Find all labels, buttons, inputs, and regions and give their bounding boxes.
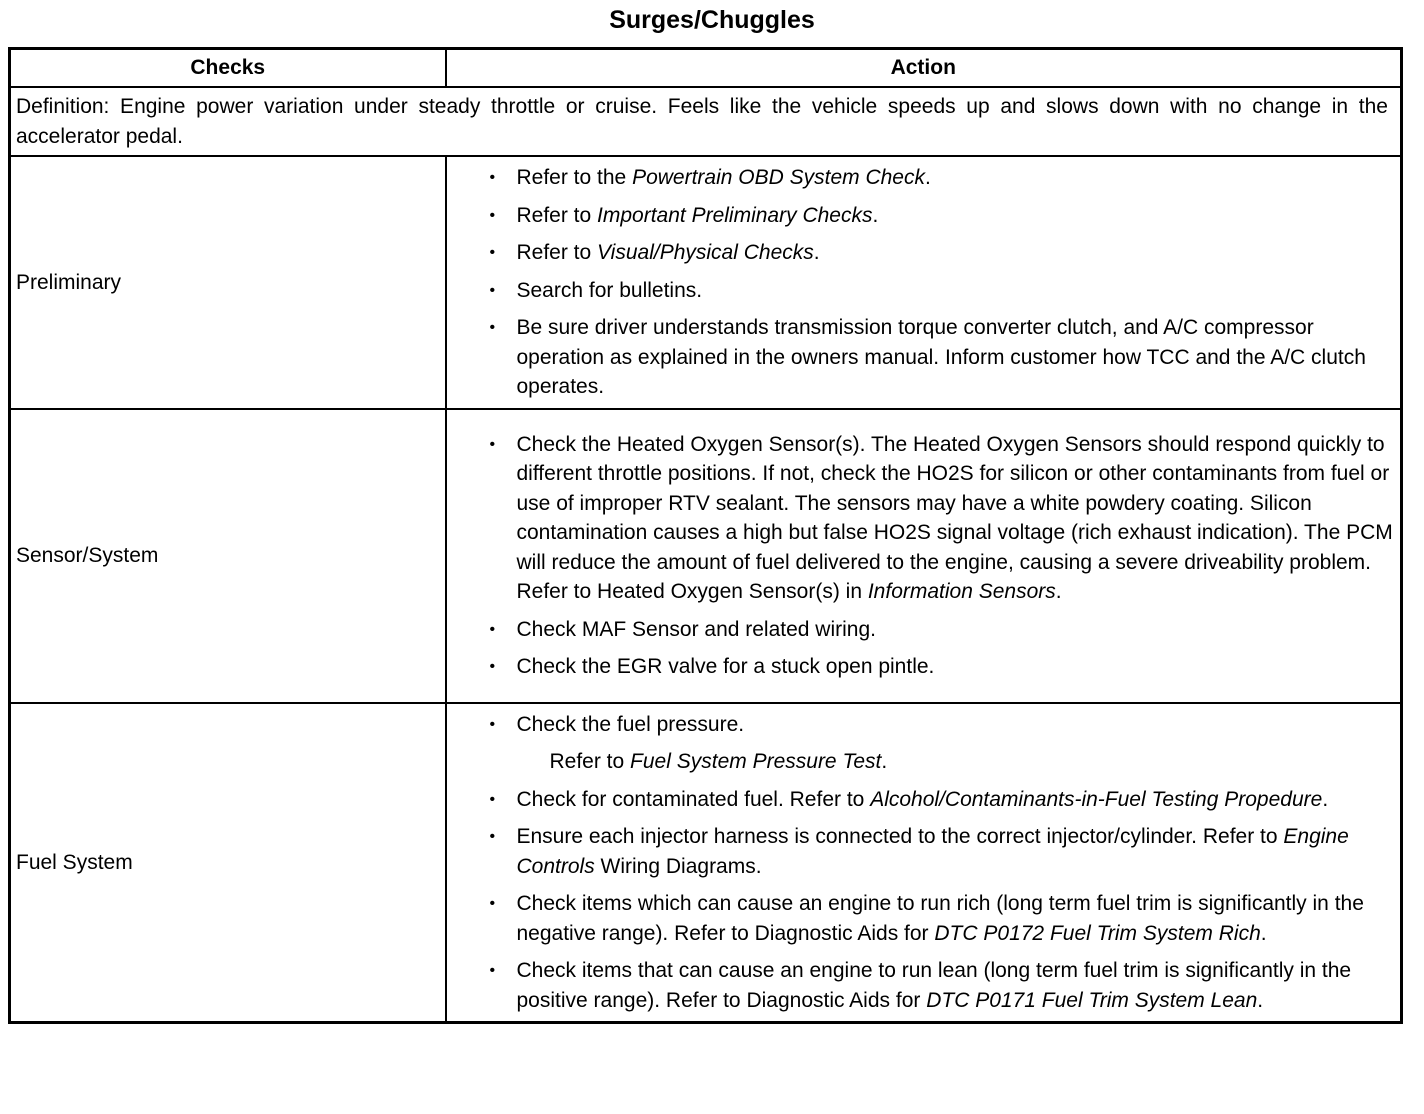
reference-title: DTC P0172 Fuel Trim System Rich bbox=[934, 921, 1261, 945]
definition-row bbox=[10, 87, 1402, 156]
table-row bbox=[10, 156, 1402, 409]
list-item bbox=[487, 430, 1395, 607]
item-text: . bbox=[925, 166, 931, 189]
list-item bbox=[487, 238, 1395, 268]
list-item bbox=[487, 956, 1395, 1015]
list-item bbox=[487, 615, 1395, 645]
item-text: Search for bulletins. bbox=[516, 278, 703, 302]
list-item bbox=[487, 201, 1395, 231]
list-item bbox=[487, 652, 1395, 682]
action-cell bbox=[446, 409, 1402, 703]
item-text: . bbox=[813, 241, 820, 264]
check-name: Sensor/System bbox=[10, 409, 446, 703]
item-text: Check the Heated Oxygen Sensor(s). The Heated Oxygen Sensors should respond quickly to different throttle positions. If not, check the HO2S for silicon or other contaminants from fuel or use of improper RTV sealant. The sensors may have a white powdery coating. Silicon contamination causes a high but false HO2S signal voltage (rich exhaust indication). The PCM will reduce the amount of fuel delivered to the engine, causing a severe driveability problem. Refer to Heated Oxygen Sensor(s) in bbox=[516, 432, 1393, 603]
check-name: Preliminary bbox=[10, 156, 446, 409]
item-text: Ensure each injector harness is connected to the correct injector/cylinder. Refer to bbox=[516, 825, 1284, 848]
item-text: Check the EGR valve for a stuck open pintle. bbox=[516, 655, 935, 678]
table-row bbox=[10, 703, 1402, 1023]
action-column-header: Action bbox=[446, 49, 1402, 88]
list-item bbox=[487, 710, 1395, 777]
reference-title: Information Sensors bbox=[867, 580, 1056, 603]
item-text: Check items which can cause an engine to run rich (long term fuel trim is significantly in the negative range). Refer to Diagnostic Aids for bbox=[516, 892, 1364, 945]
reference-title: Fuel System Pressure Test bbox=[630, 750, 882, 773]
list-item bbox=[487, 313, 1395, 402]
item-text: Refer to the bbox=[516, 166, 633, 189]
item-text: Refer to bbox=[516, 203, 598, 227]
action-cell bbox=[446, 703, 1402, 1023]
item-text: . bbox=[1257, 988, 1264, 1012]
item-text: . bbox=[1055, 580, 1062, 603]
reference-title: Powertrain OBD System Check bbox=[632, 166, 925, 189]
action-list bbox=[487, 430, 1395, 682]
item-text: Refer to bbox=[549, 750, 631, 773]
list-item bbox=[487, 822, 1395, 881]
table-header-row bbox=[10, 49, 1402, 88]
item-text: Check for contaminated fuel. Refer to bbox=[516, 787, 871, 811]
reference-title: DTC P0171 Fuel Trim System Lean bbox=[926, 988, 1258, 1012]
item-text: Check items that can cause an engine to run lean (long term fuel trim is significantly in the positive range). Refer to Diagnostic Aids for bbox=[516, 959, 1352, 1012]
reference-title: Engine Controls bbox=[516, 825, 1349, 878]
item-text: Check MAF Sensor and related wiring. bbox=[516, 617, 876, 641]
reference-title: Alcohol/Contaminants-in-Fuel Testing Propedure bbox=[870, 787, 1323, 811]
item-text: Wiring Diagrams. bbox=[594, 854, 762, 878]
action-list bbox=[487, 710, 1395, 1016]
list-item bbox=[487, 163, 1395, 193]
action-cell bbox=[446, 156, 1402, 409]
diagnosis-table bbox=[8, 47, 1403, 1024]
list-item bbox=[487, 785, 1395, 815]
list-item bbox=[487, 276, 1395, 306]
checks-column-header: Checks bbox=[10, 49, 446, 88]
sub-reference bbox=[517, 747, 1395, 777]
item-text: Be sure driver understands transmission torque converter clutch, and A/C compressor operation as explained in the owners manual. Inform customer how TCC and the A/C clutch operates. bbox=[516, 316, 1366, 398]
check-name: Fuel System bbox=[10, 703, 446, 1023]
reference-title: Visual/Physical Checks bbox=[597, 241, 814, 264]
page-title: Surges/Chuggles bbox=[609, 6, 815, 34]
item-text: . bbox=[1260, 921, 1267, 945]
list-item bbox=[487, 889, 1395, 948]
item-text: Check the fuel pressure. bbox=[516, 712, 745, 736]
item-text: . bbox=[872, 203, 879, 227]
item-text: . bbox=[1322, 787, 1329, 811]
item-text: . bbox=[881, 750, 888, 773]
table-row bbox=[10, 409, 1402, 703]
definition-text: Definition: Engine power variation under steady throttle or cruise. Feels like the vehicle speeds up and slows down with no change in the accelerator pedal. bbox=[10, 87, 1402, 156]
action-list bbox=[487, 163, 1395, 402]
reference-title: Important Preliminary Checks bbox=[597, 203, 873, 227]
item-text: Refer to bbox=[516, 241, 598, 264]
